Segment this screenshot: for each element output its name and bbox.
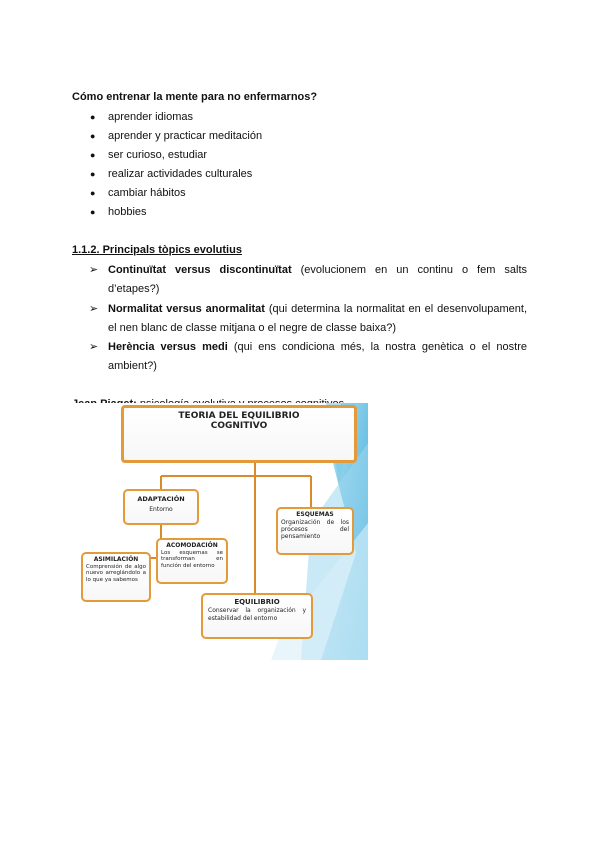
esquemas-text: Organización de los procesos del pensamiento <box>281 519 349 540</box>
list-item-text: ser curioso, estudiar <box>108 149 208 161</box>
topic-desc-cont: ambient?) <box>108 360 157 372</box>
list-item-text: aprender y practicar meditación <box>108 130 263 142</box>
topic-line <box>108 263 527 277</box>
bullet-icon: ● <box>90 169 96 179</box>
list-item-text: cambiar hábitos <box>108 187 186 199</box>
esquemas-title: ESQUEMAS <box>296 511 334 518</box>
adaptacion-box <box>123 489 199 525</box>
list-item-text: hobbies <box>108 206 147 218</box>
arrow-bullet-icon: ➢ <box>89 303 99 315</box>
theory-title-box <box>121 405 357 463</box>
acomodacion-title: ACOMODACIÓN <box>166 542 218 549</box>
topic-desc: (qui determina la normalitat en el desenvolupament, <box>264 303 527 315</box>
topic-line <box>108 302 527 316</box>
piaget-diagram <box>71 403 368 660</box>
esquemas-box <box>276 507 354 555</box>
acomodacion-box <box>156 538 228 584</box>
topic-desc: (qui ens condiciona més, la nostra genètica o el nostre <box>227 341 527 353</box>
list-item-text: aprender idiomas <box>108 111 193 123</box>
bullet-icon: ● <box>90 207 96 217</box>
arrow-bullet-icon: ➢ <box>89 341 99 353</box>
bullet-icon: ● <box>90 150 96 160</box>
bullet-icon: ● <box>90 112 96 122</box>
asimilacion-box <box>81 552 151 602</box>
theory-title-line2: COGNITIVO <box>210 421 268 431</box>
bullet-icon: ● <box>90 188 96 198</box>
bullet-icon: ● <box>90 131 96 141</box>
asimilacion-title: ASIMILACIÓN <box>93 556 139 563</box>
topic-desc-cont: el nen blanc de classe mitjana o el negre de classe baixa?) <box>108 322 397 334</box>
section2-heading: 1.1.2. Principals tòpics evolutius <box>72 244 242 256</box>
topic-title: Herència versus medi <box>108 341 228 353</box>
equilibrio-title: EQUILIBRIO <box>234 598 280 606</box>
asimilacion-text: Comprensión de algo nuevo arreglándolo a lo que ya sabemos <box>86 564 146 583</box>
equilibrio-text: Conservar la organización y estabilidad del entorno <box>208 607 306 622</box>
equilibrio-box <box>201 593 313 639</box>
topic-desc-cont: d’etapes?) <box>108 283 160 295</box>
adaptacion-text: Entorno <box>149 506 173 513</box>
section1-title: Cómo entrenar la mente para no enfermarnos? <box>72 91 318 103</box>
list-item-text: realizar actividades culturales <box>108 168 253 180</box>
topic-desc: (evolucionem en un continu o fem salts <box>291 264 527 276</box>
theory-title-line1: TEORIA DEL EQUILIBRIO <box>178 411 300 421</box>
topic-line <box>108 340 527 354</box>
topic-title: Continuïtat versus discontinuïtat <box>108 264 292 276</box>
acomodacion-text: Los esquemas se transforman en función del entorno <box>161 550 223 569</box>
arrow-bullet-icon: ➢ <box>89 264 99 276</box>
adaptacion-title: ADAPTACIÓN <box>137 495 185 503</box>
topic-title: Normalitat versus anormalitat <box>108 303 265 315</box>
